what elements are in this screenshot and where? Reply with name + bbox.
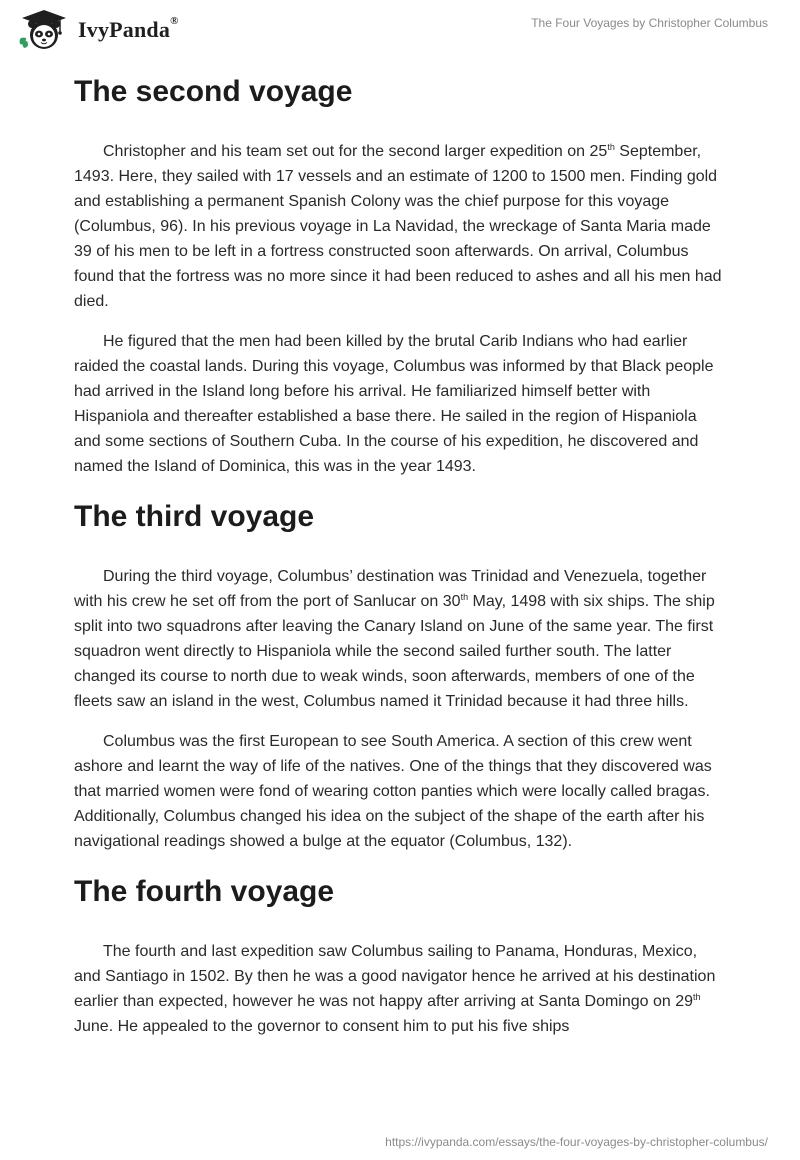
brand-name: IvyPanda® [78, 15, 179, 42]
paragraph: He figured that the men had been killed by the brutal Carib Indians who had earlier raided the coastal lands. During this voyage, Columbus was informed by that Black people had arrived in the Island long before his arrival. He familiarized himself better with Hispaniola and thereafter established a base there. He sailed in the region of Hispaniola and some sections of Southern Cuba. In the course of his expedition, he discovered and named the Island of Dominica, this was in the year 1493. [74, 333, 714, 475]
paragraph: During the third voyage, Columbus’ destination was Trinidad and Venezuela, together with his crew he set off from the port of Sanlucar on 30th May, 1498 with six ships. The ship split into two squadrons after leaving the Canary Island on June of the same year. The first squadron went directly to Hispaniola while the second sailed further south. The latter changed its course to north due to weak winds, soon afterwards, members of one of the fleets saw an island in the west, Columbus named it Trinidad because it had three hills. [74, 568, 715, 710]
document-title: The Four Voyages by Christopher Columbus [531, 16, 768, 30]
panda-graduate-logo-icon [14, 8, 74, 52]
section-heading: The third voyage [74, 500, 315, 533]
brand-logo[interactable] [14, 8, 179, 52]
paragraph: Christopher and his team set out for the second larger expedition on 25th September, 1493. Here, they sailed with 17 vessels and an estimate of 1200 to 1500 men. Finding gold and establishing a permanent Spanish Colony was the chief purpose for this voyage (Columbus, 96). In his previous voyage in La Navidad, the wreckage of Santa Maria made 39 of his men to be left in a fortress constructed soon afterwards. On arrival, Columbus found that the fortress was no more since it had been reduced to ashes and all his men had died. [74, 142, 722, 310]
paragraph: The fourth and last expedition saw Columbus sailing to Panama, Honduras, Mexico, and Santiago in 1502. By then he was a good navigator hence he arrived at his destination earlier than expected, however he was not happy after arriving at Santa Domingo on 29th June. He appealed to the governor to consent him to put his five ships [74, 943, 716, 1035]
essay-body [74, 72, 726, 1039]
section-heading: The fourth voyage [74, 875, 335, 908]
source-url[interactable]: https://ivypanda.com/essays/the-four-voyages-by-christopher-columbus/ [385, 1135, 768, 1149]
section-heading: The second voyage [74, 75, 353, 108]
page-header [0, 0, 800, 60]
paragraph: Columbus was the first European to see South America. A section of this crew went ashore and learnt the way of life of the natives. One of the things that they discovered was that married women were fond of wearing cotton panties which were locally called bragas. Additionally, Columbus changed his idea on the subject of the shape of the earth after his navigational readings showed a bulge at the equator (Columbus, 132). [74, 733, 712, 850]
